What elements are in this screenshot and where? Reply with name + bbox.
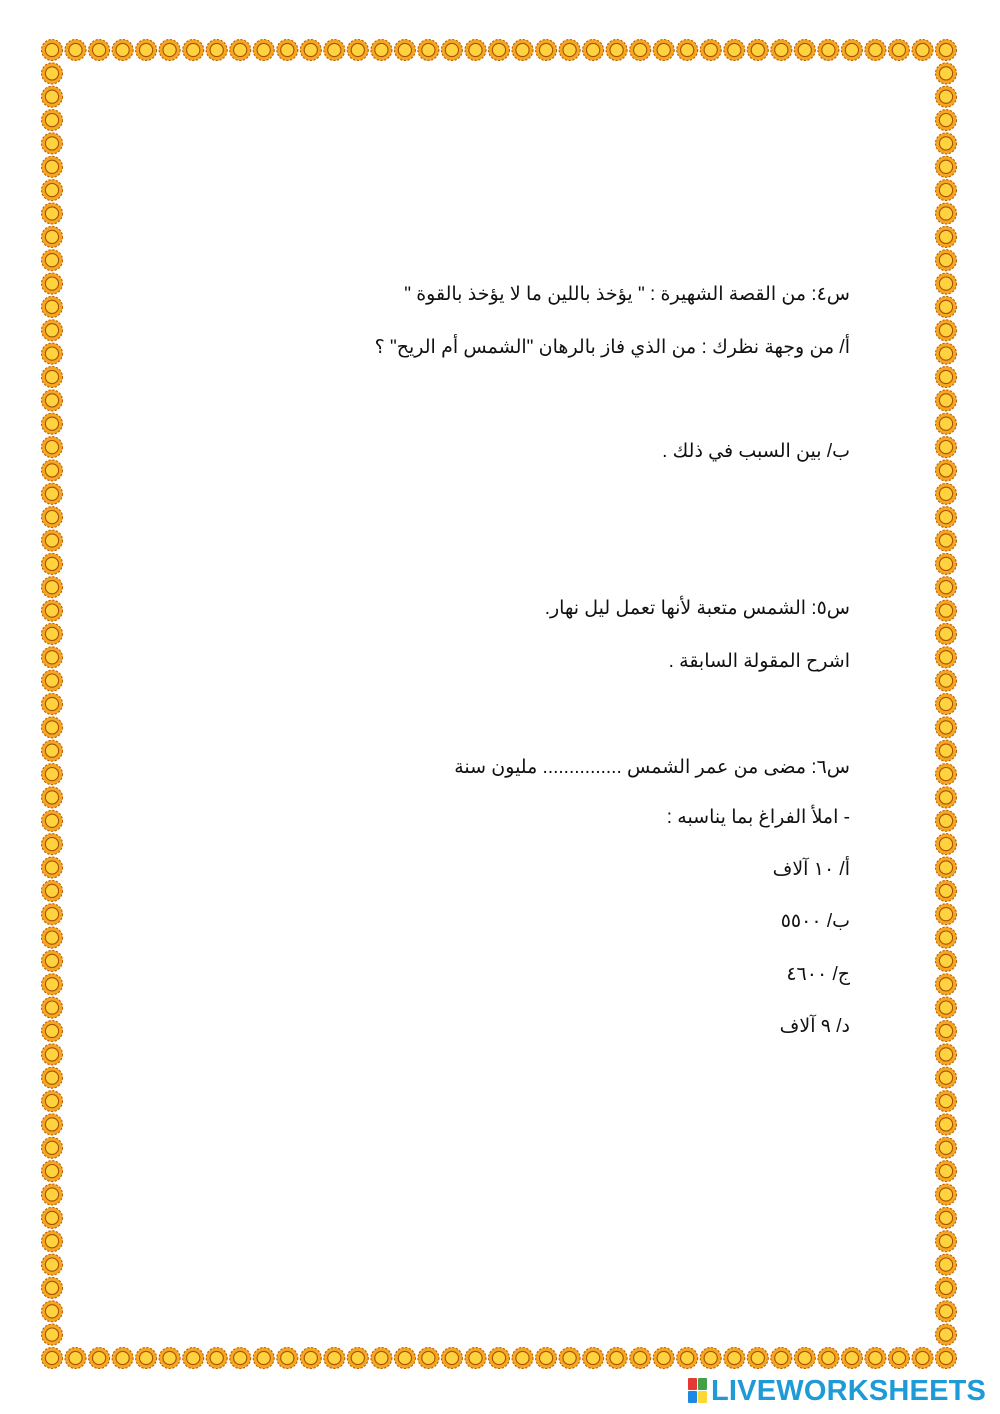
sun-icon — [489, 40, 510, 61]
sun-icon — [936, 483, 957, 504]
sun-icon — [230, 40, 251, 61]
sun-icon — [42, 553, 63, 574]
sun-icon — [936, 273, 957, 294]
sun-icon — [42, 857, 63, 878]
sun-icon — [42, 647, 63, 668]
sun-icon — [936, 156, 957, 177]
sun-icon — [936, 950, 957, 971]
sun-icon — [936, 40, 957, 61]
sun-icon — [42, 1277, 63, 1298]
sun-icon — [747, 40, 768, 61]
question-5-instruction: اشرح المقولة السابقة . — [668, 651, 850, 672]
sun-icon — [936, 1277, 957, 1298]
sun-icon — [159, 40, 180, 61]
sun-icon — [42, 343, 63, 364]
sun-icon — [277, 40, 298, 61]
sun-icon — [324, 1348, 345, 1369]
sun-icon — [465, 40, 486, 61]
sun-icon — [912, 40, 933, 61]
sun-icon — [724, 40, 745, 61]
sun-icon — [42, 1324, 63, 1345]
sun-icon — [42, 413, 63, 434]
sun-icon — [347, 40, 368, 61]
sun-icon — [936, 530, 957, 551]
sun-icon — [936, 810, 957, 831]
sun-icon — [42, 460, 63, 481]
sun-icon — [42, 927, 63, 948]
sun-icon — [536, 1348, 557, 1369]
sun-icon — [936, 226, 957, 247]
sun-icon — [300, 1348, 321, 1369]
sun-icon — [42, 1161, 63, 1182]
sun-icon — [42, 997, 63, 1018]
sun-icon — [42, 1067, 63, 1088]
question-6-instruction: - املأ الفراغ بما يناسبه : — [666, 807, 850, 828]
sun-icon — [42, 63, 63, 84]
sun-icon — [42, 670, 63, 691]
sun-icon — [818, 1348, 839, 1369]
sun-icon — [936, 86, 957, 107]
sun-icon — [42, 133, 63, 154]
sun-icon — [42, 1137, 63, 1158]
sun-icon — [724, 1348, 745, 1369]
sun-icon — [888, 40, 909, 61]
question-4-part-b: ب/ بين السبب في ذلك . — [662, 441, 850, 462]
sun-icon — [42, 507, 63, 528]
sun-icon — [65, 40, 86, 61]
sun-icon — [42, 1231, 63, 1252]
sun-icon — [936, 1348, 957, 1369]
sun-icon — [936, 1091, 957, 1112]
sun-icon — [936, 1254, 957, 1275]
sun-icon — [936, 787, 957, 808]
sun-icon — [630, 40, 651, 61]
option-a[interactable]: أ/ ١٠ آلاف — [772, 859, 850, 880]
sun-icon — [42, 1207, 63, 1228]
sun-icon — [42, 273, 63, 294]
sun-icon — [42, 1114, 63, 1135]
sun-icon — [42, 250, 63, 271]
sun-icon — [936, 904, 957, 925]
sun-icon — [441, 40, 462, 61]
sun-icon — [42, 203, 63, 224]
sun-icon — [912, 1348, 933, 1369]
sun-icon — [747, 1348, 768, 1369]
sun-icon — [936, 717, 957, 738]
sun-icon — [42, 623, 63, 644]
sun-icon — [324, 40, 345, 61]
sun-icon — [42, 950, 63, 971]
sun-icon — [936, 834, 957, 855]
sun-icon — [794, 1348, 815, 1369]
question-4-part-a: أ/ من وجهة نظرك : من الذي فاز بالرهان "الشمس أم الريح" ؟ — [374, 337, 850, 358]
sun-icon — [936, 437, 957, 458]
sun-icon — [936, 927, 957, 948]
sun-icon — [936, 1231, 957, 1252]
sun-icon — [936, 133, 957, 154]
sun-icon — [183, 40, 204, 61]
sun-icon — [936, 250, 957, 271]
sun-icon — [136, 1348, 157, 1369]
sun-icon — [300, 40, 321, 61]
question-5-title: س٥: الشمس متعبة لأنها تعمل ليل نهار. — [544, 598, 850, 619]
sun-icon — [606, 1348, 627, 1369]
sun-icon — [42, 600, 63, 621]
sun-icon — [42, 1044, 63, 1065]
sun-icon — [347, 1348, 368, 1369]
sun-icon — [42, 226, 63, 247]
liveworksheets-logo-icon — [688, 1378, 708, 1404]
sun-icon — [42, 764, 63, 785]
sun-icon — [42, 530, 63, 551]
sun-icon — [253, 1348, 274, 1369]
sun-icon — [936, 63, 957, 84]
sun-icon — [936, 974, 957, 995]
sun-icon — [936, 1161, 957, 1182]
sun-icon — [42, 390, 63, 411]
sun-icon — [42, 1301, 63, 1322]
sun-icon — [206, 1348, 227, 1369]
sun-icon — [936, 343, 957, 364]
sun-icon — [794, 40, 815, 61]
sun-icon — [371, 1348, 392, 1369]
question-6-title: س٦: مضى من عمر الشمس ............... مليون سنة — [454, 757, 850, 778]
sun-icon — [936, 507, 957, 528]
sun-icon — [418, 1348, 439, 1369]
sun-icon — [700, 40, 721, 61]
option-d[interactable]: د/ ٩ آلاف — [779, 1016, 850, 1037]
sun-icon — [65, 1348, 86, 1369]
sun-icon — [230, 1348, 251, 1369]
sun-icon — [583, 40, 604, 61]
sun-icon — [418, 40, 439, 61]
sun-icon — [936, 390, 957, 411]
sun-icon — [42, 1348, 63, 1369]
sun-icon — [771, 40, 792, 61]
sun-icon — [489, 1348, 510, 1369]
sun-icon — [936, 553, 957, 574]
sun-icon — [42, 296, 63, 317]
sun-icon — [841, 40, 862, 61]
sun-icon — [136, 40, 157, 61]
sun-icon — [394, 40, 415, 61]
sun-icon — [42, 1091, 63, 1112]
sun-icon — [206, 40, 227, 61]
sun-icon — [865, 1348, 886, 1369]
sun-icon — [112, 40, 133, 61]
sun-icon — [371, 40, 392, 61]
sun-icon — [42, 1184, 63, 1205]
sun-icon — [936, 600, 957, 621]
sun-icon — [512, 1348, 533, 1369]
sun-icon — [936, 110, 957, 131]
sun-icon — [841, 1348, 862, 1369]
sun-icon — [936, 577, 957, 598]
sun-icon — [42, 787, 63, 808]
sun-icon — [700, 1348, 721, 1369]
sun-icon — [253, 40, 274, 61]
sun-icon — [42, 320, 63, 341]
sun-icon — [865, 40, 886, 61]
sun-icon — [936, 1114, 957, 1135]
sun-icon — [394, 1348, 415, 1369]
sun-icon — [42, 880, 63, 901]
brand-text: LIVEWORKSHEETS — [711, 1374, 987, 1407]
sun-icon — [936, 1207, 957, 1228]
sun-icon — [936, 203, 957, 224]
sun-icon — [936, 997, 957, 1018]
sun-icon — [936, 1301, 957, 1322]
sun-icon — [42, 694, 63, 715]
sun-icon — [936, 367, 957, 388]
sun-icon — [42, 40, 63, 61]
sun-icon — [936, 670, 957, 691]
sun-icon — [42, 577, 63, 598]
sun-icon — [936, 1044, 957, 1065]
sun-icon — [936, 180, 957, 201]
sun-icon — [42, 367, 63, 388]
sun-icon — [42, 180, 63, 201]
sun-icon — [936, 1137, 957, 1158]
sun-icon — [42, 810, 63, 831]
sun-icon — [42, 156, 63, 177]
sun-icon — [441, 1348, 462, 1369]
sun-icon — [42, 483, 63, 504]
sun-icon — [818, 40, 839, 61]
sun-icon — [936, 1324, 957, 1345]
sun-icon — [606, 40, 627, 61]
sun-icon — [677, 1348, 698, 1369]
sun-icon — [936, 857, 957, 878]
option-c[interactable]: ج/ ٤٦٠٠ — [786, 964, 850, 985]
sun-icon — [89, 1348, 110, 1369]
sun-icon — [936, 1067, 957, 1088]
sun-icon — [42, 437, 63, 458]
sun-icon — [277, 1348, 298, 1369]
sun-icon — [888, 1348, 909, 1369]
sun-icon — [559, 1348, 580, 1369]
sun-icon — [42, 904, 63, 925]
sun-icon — [512, 40, 533, 61]
sun-icon — [630, 1348, 651, 1369]
sun-icon — [936, 880, 957, 901]
liveworksheets-brand — [688, 1374, 986, 1408]
sun-icon — [677, 40, 698, 61]
sun-icon — [42, 1254, 63, 1275]
sun-icon — [465, 1348, 486, 1369]
sun-icon — [653, 40, 674, 61]
sun-icon — [771, 1348, 792, 1369]
sun-icon — [536, 40, 557, 61]
sun-icon — [42, 717, 63, 738]
sun-icon — [89, 40, 110, 61]
sun-icon — [936, 320, 957, 341]
option-b[interactable]: ب/ ٥٥٠٠ — [780, 911, 850, 932]
sun-icon — [653, 1348, 674, 1369]
sun-icon — [936, 413, 957, 434]
sun-icon — [583, 1348, 604, 1369]
sun-icon — [42, 740, 63, 761]
sun-icon — [42, 1021, 63, 1042]
sun-icon — [936, 740, 957, 761]
sun-icon — [936, 764, 957, 785]
sun-icon — [159, 1348, 180, 1369]
sun-icon — [112, 1348, 133, 1369]
question-4-title: س٤: من القصة الشهيرة : " يؤخذ باللين ما لا يؤخذ بالقوة " — [404, 284, 850, 305]
sun-icon — [559, 40, 580, 61]
sun-icon — [936, 1021, 957, 1042]
sun-icon — [936, 1184, 957, 1205]
sun-icon — [42, 834, 63, 855]
sun-icon — [936, 460, 957, 481]
sun-icon — [42, 110, 63, 131]
sun-icon — [936, 623, 957, 644]
sun-icon — [936, 647, 957, 668]
sun-icon — [42, 974, 63, 995]
sun-icon — [936, 694, 957, 715]
sun-icon — [42, 86, 63, 107]
sun-icon — [936, 296, 957, 317]
sun-icon — [183, 1348, 204, 1369]
